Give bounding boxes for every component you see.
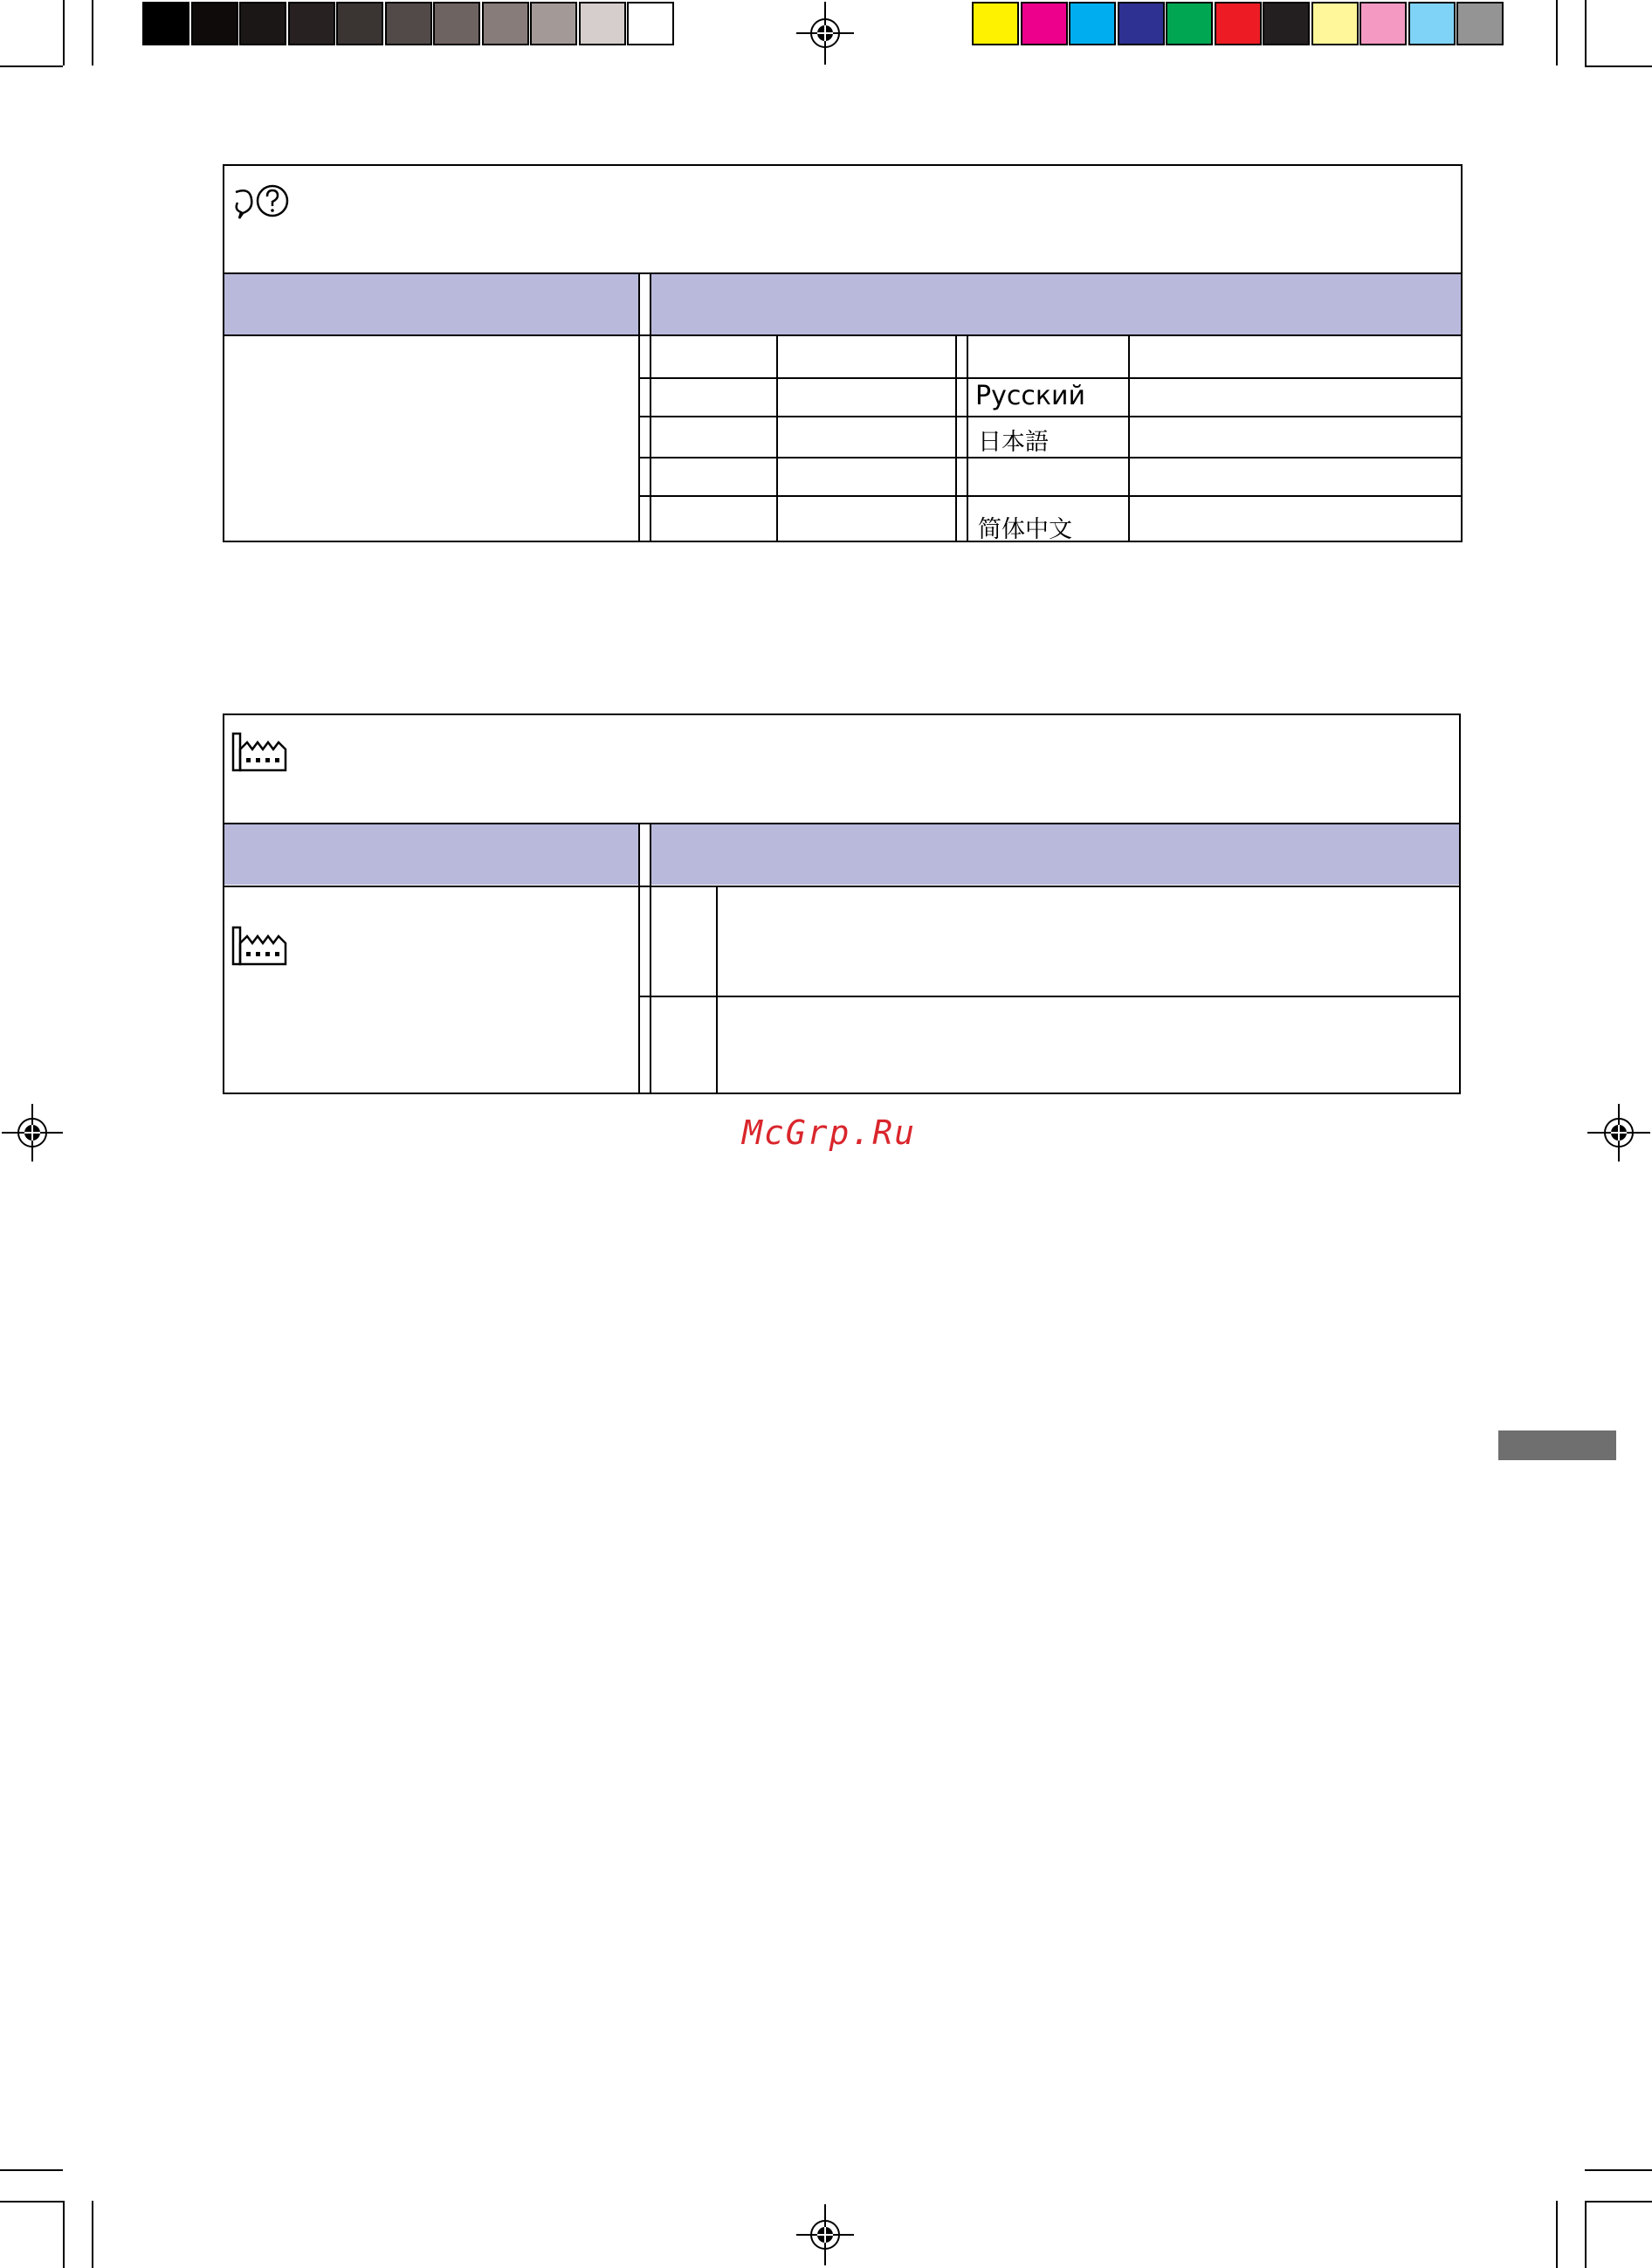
factory-reset-table-frame [223,713,1461,1094]
factory-icon [231,732,289,772]
color-swatch [579,2,626,45]
color-swatch [482,2,529,45]
color-swatch [433,2,480,45]
table1-header-left [224,273,638,334]
speech-question-icon [232,183,292,225]
registration-mark-top-icon [796,2,854,65]
color-swatch [239,2,286,45]
color-swatch [530,2,577,45]
color-swatch [1118,2,1165,45]
language-simplified-chinese: 简体中文 [978,516,1072,543]
color-swatch [191,2,238,45]
factory-icon [231,926,289,966]
color-swatch [1311,2,1359,45]
section-side-tab [1498,1430,1616,1460]
registration-mark-right-icon [1587,1104,1650,1162]
color-swatch [142,2,189,45]
color-swatch [1215,2,1262,45]
color-swatch [1166,2,1213,45]
table2-header-left [224,824,638,885]
color-swatch [1263,2,1310,45]
language-russian: Русский [975,381,1085,411]
color-swatch [336,2,383,45]
registration-mark-bottom-icon [796,2204,854,2265]
color-swatch [972,2,1019,45]
color-swatch [1021,2,1068,45]
color-swatch [1456,2,1504,45]
language-japanese: 日本語 [978,429,1049,456]
color-swatch [385,2,432,45]
color-swatch [627,2,674,45]
watermark-text: McGrp.Ru [742,1113,917,1152]
color-swatch [1408,2,1456,45]
language-table-frame [223,164,1463,542]
color-swatch [288,2,335,45]
color-swatch [1069,2,1116,45]
registration-mark-left-icon [2,1104,63,1162]
table2-header-right [651,824,1459,885]
table1-header-right [651,273,1461,334]
color-swatch [1359,2,1407,45]
